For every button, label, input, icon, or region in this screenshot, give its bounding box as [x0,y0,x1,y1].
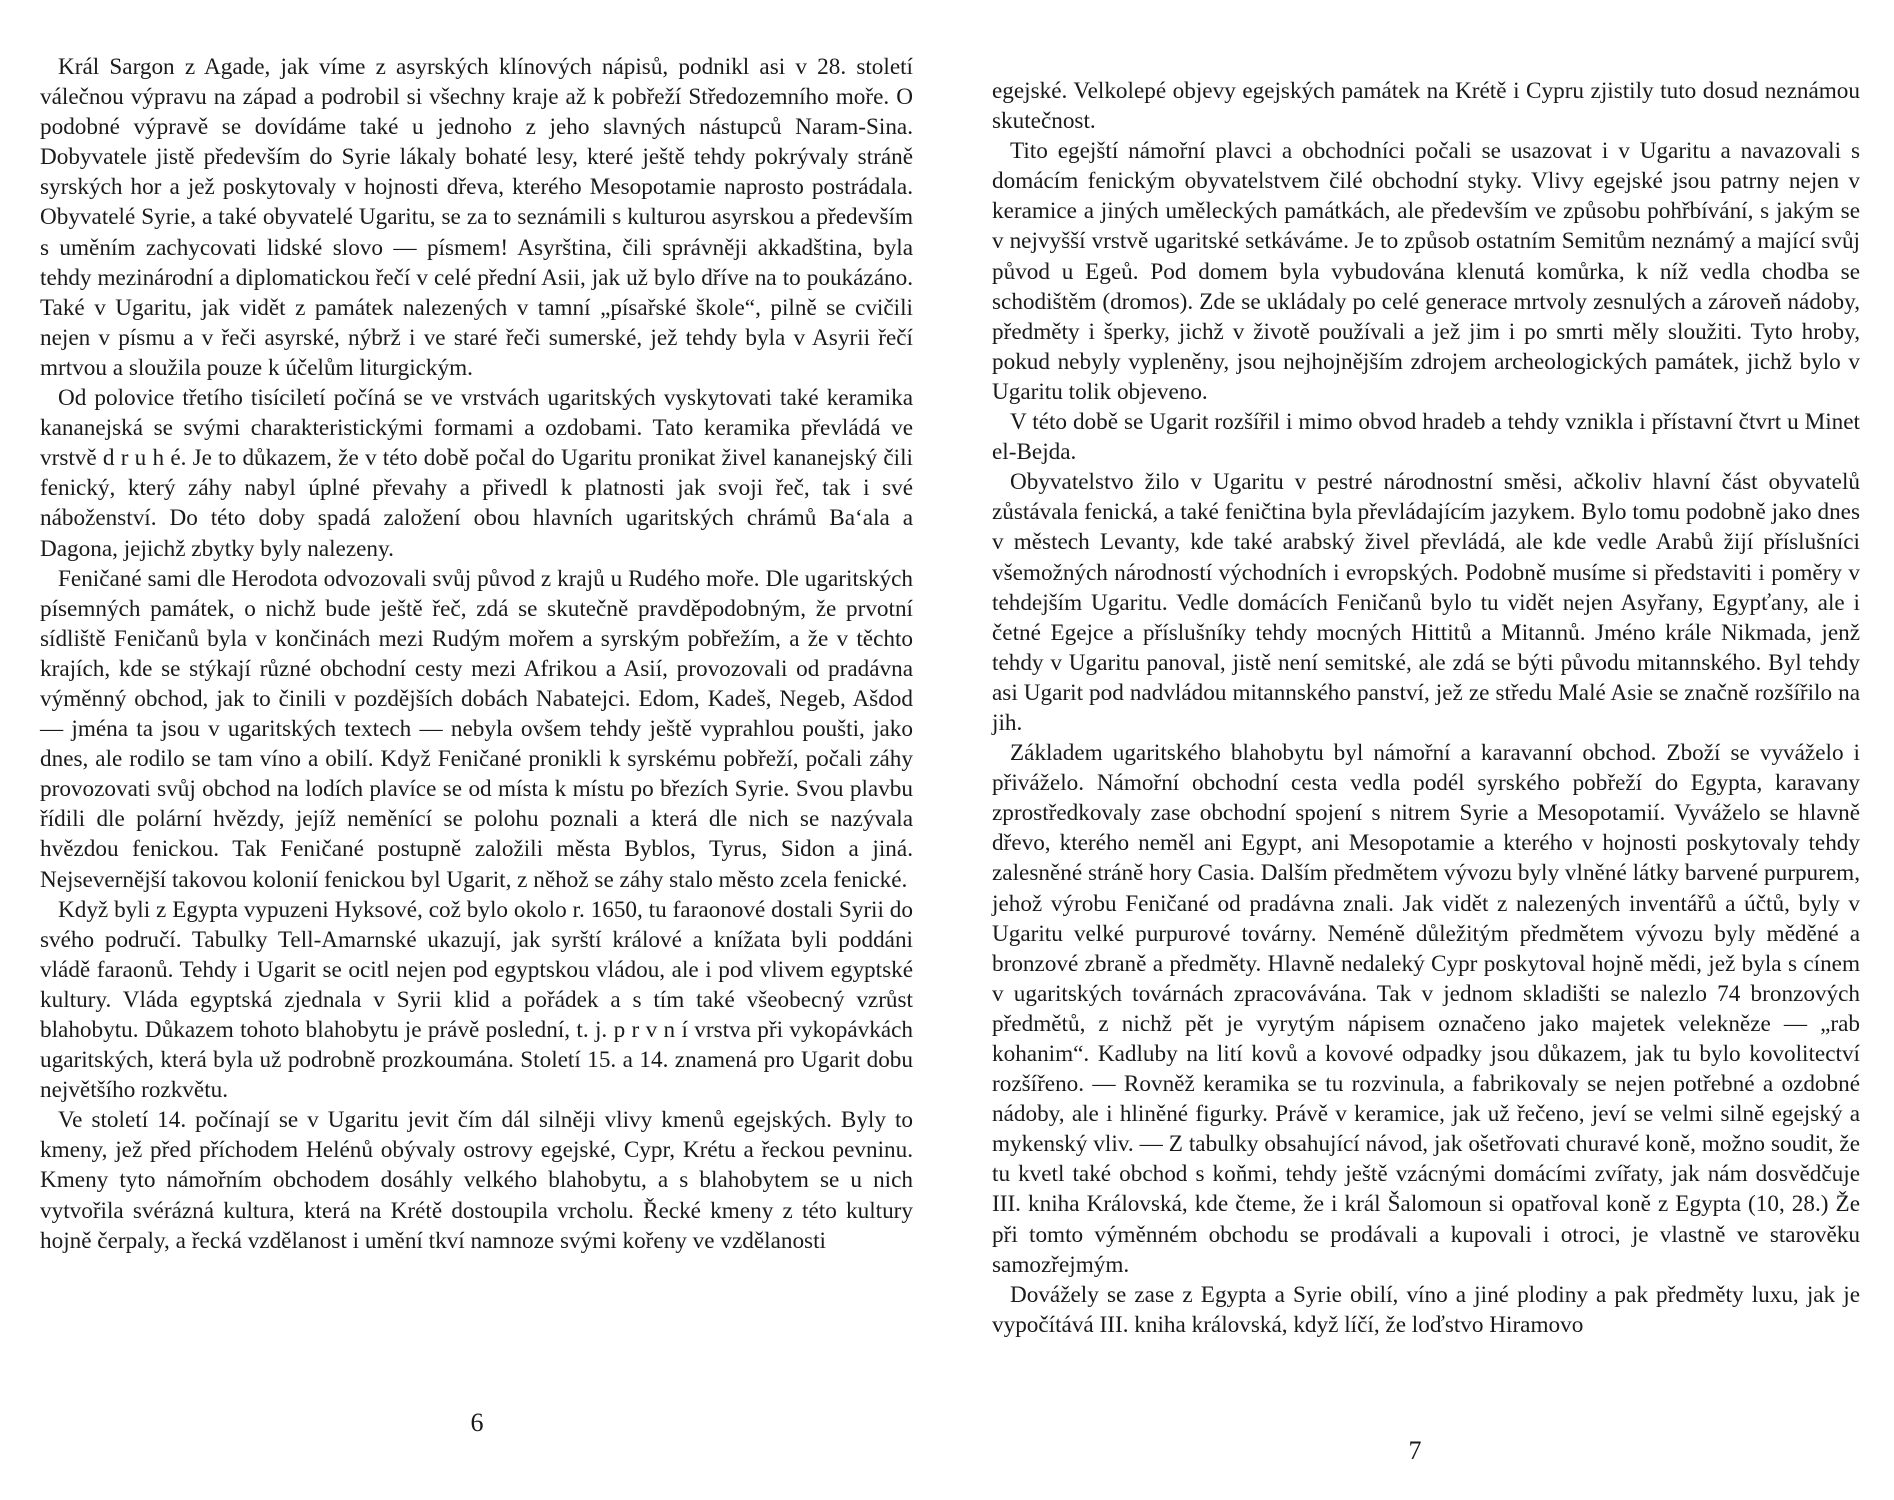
paragraph-text: Tito egejští námořní plavci a obchodníci počali se usazovat i v Ugaritu a navazovali s domácím fenickým obyvatelstvem čilé obchodní styky. Vlivy egejské jsou patrny nejen v keramice a jiných uměleckých památkách, ale především ve způsobu pohřbívání, s jakým se v nejvyšší vrstvě ugaritské setkáváme. Je to způsob ostatním Semitům neznámý a mající svůj původ u Egeů. Pod domem byla vybudována klenutá komůrka, k níž vedla chodba se schodištěm (dromos). Zde se ukládaly po celé generace mrtvoly zesnulých a zároveň nádoby, předměty i šperky, jichž v životě používali a jež jim i po smrti měly sloužiti. Tyto hroby, pokud nebyly vypleněny, jsou nejhojnějším zdrojem archeologických památek, jichž bylo v Ugaritu tolik objeveno. [992,138,1860,405]
paragraph-text: V této době se Ugarit rozšířil i mimo obvod hradeb a tehdy vznikla i přístavní čtvrt u Minet el-Bejda. [992,409,1860,466]
paragraph [992,76,1860,136]
page-number: 6 [470,1408,484,1437]
paragraph [992,738,1860,1280]
paragraph-text: Ve století 14. počínají se v Ugaritu jevit čím dál silněji vlivy kmenů egejských. Byly to kmeny, jež před příchodem Helénů obývaly ostrovy egejské, Cypr, Krétu a řeckou pevninu. Kmeny tyto námořním obchodem dosáhly velkého blahobytu, a s blahobytem se u nich vytvořila svérázná kultura, která na Krétě dostoupila vrcholu. Řecké kmeny z této kultury hojně čerpaly, a řecká vzdělanost i umění tkví namnoze svými kořeny ve vzdělanosti [40,1107,913,1254]
left-page-text [40,52,913,1256]
paragraph [40,1105,913,1255]
right-page [947,0,1894,1500]
paragraph [40,564,913,895]
paragraph-text: Základem ugaritského blahobytu byl námořní a karavanní obchod. Zboží se vyváželo i přiváželo. Námořní obchodní cesta vedla podél syrského pobřeží do Egypta, karavany zprostředkovaly zase obchodní spojení s nitrem Syrie a Mesopotamií. Vyváželo se hlavně dřevo, kterého neměl ani Egypt, ani Mesopotamie a kterého v hojnosti poskytovaly tehdy zalesněné stráně hory Casia. Dalším předmětem vývozu byly vlněné látky barvené purpurem, jehož výrobu Feničané od pradávna znali. Jak vidět z nalezených inventářů a účtů, byly v Ugaritu velké purpurové továrny. Neméně důležitým předmětem vývozu byly měděné a bronzové zbraně a předměty. Hlavně nedaleký Cypr poskytoval hojně mědi, jež byla s cínem v ugaritských továrnách zpracovávána. Tak v jednom skladišti se nalezlo 74 bronzových předmětů, z nichž pět je vyrytým nápisem označeno jako majetek velekněze — „rab kohanim“. Kadluby na lití kovů a kovové odpadky jsou důkazem, jak tu bylo kovolitectví rozšířeno. — Rovněž keramika se tu rozvinula, a fabrikovaly se nejen potřebné a ozdobné nádoby, ale i hliněné figurky. Právě v keramice, jak už řečeno, jeví se velmi silně egejský a mykenský vliv. — Z tabulky obsahující návod, jak ošetřovati churavé koně, možno soudit, že tu kvetl také obchod s koňmi, tehdy ještě vzácnými domácími zvířaty, jak nám dosvědčuje III. kniha Královská, kde čteme, že i král Šalomoun si opatřoval koně z Egypta (10, 28.) Že při tomto výměnném obchodu se prodávali a kupovali i otroci, je vlastně ve starověku samozřejmým. [992,740,1860,1278]
paragraph-text: Feničané sami dle Herodota odvozovali svůj původ z krajů u Rudého moře. Dle ugaritských písemných památek, o nichž bude ještě řeč, zdá se skutečně pravděpodobným, že prvotní sídliště Feničanů byla v končinách mezi Rudým mořem a syrským pobřežím, a že v těchto krajích, kde se stýkají různé obchodní cesty mezi Afrikou a Asií, provozovali od pradávna výměnný obchod, jak to činili v pozdějších dobách Nabatejci. Edom, Kadeš, Negeb, Ašdod — jména ta jsou v ugaritských textech — nebyla ovšem tehdy ještě vyprahlou poušti, jako dnes, ale rodilo se tam víno a obilí. Když Feničané pronikli k syrskému pobřeží, počali záhy provozovati svůj obchod na lodích plavíce se od místa k místu po březích Syrie. Svou plavbu řídili dle polární hvězdy, jejíž neměnící se polohu poznali a která dle nich se nazývala hvězdou fenickou. Tak Feničané postupně založili města Byblos, Tyrus, Sidon a jiná. Nejsevernější takovou kolonií fenickou byl Ugarit, z něhož se záhy stalo město zcela fenické. [40,565,913,893]
paragraph [40,52,913,383]
paragraph-text: Obyvatelstvo žilo v Ugaritu v pestré národnostní směsi, ačkoliv hlavní část obyvatelů zůstávala fenická, a také feničtina byla převládajícím jazykem. Bylo tomu podobně jako dnes v městech Levanty, kde také arabský živel převládá, ale kde vedle Arabů žijí příslušníci všemožných národností východních i evropských. Podobně musíme si představiti i poměry v tehdejším Ugaritu. Vedle domácích Feničanů bylo tu vidět nejen Asyřany, Egypťany, ale i četné Egejce a příslušníky tehdy mocných Hittitů a Mitannů. Jméno krále Nikmada, jenž tehdy v Ugaritu panoval, jistě není semitské, ale zdá se býti původu mitannského. Byl tehdy asi Ugarit pod nadvládou mitannského panství, jež ze středu Malé Asie se značně rozšířilo na jih. [992,469,1860,736]
paragraph [992,467,1860,738]
paragraph [40,383,913,564]
paragraph-text: Od polovice třetího tisíciletí počíná se ve vrstvách ugaritských vyskytovati také keramika kananejská se svými charakteristickými formami a ozdobami. Tato keramika převládá ve vrstvě d r u h é. Je to důkazem, že v této době počal do Ugaritu pronikat živel kananejský čili fenický, který záhy nabyl úplné převahy a přivedl k platnosti jak svoji řeč, tak i své náboženství. Do této doby spadá založení obou hlavních ugaritských chrámů Ba‘ala a Dagona, jejichž zbytky byly nalezeny. [40,385,913,562]
paragraph-text: Dovážely se zase z Egypta a Syrie obilí, víno a jiné plodiny a pak předměty luxu, jak je vypočítává III. kniha královská, když líčí, že loďstvo Hiramovo [992,1281,1860,1338]
paragraph-text: egejské. Velkolepé objevy egejských památek na Krétě i Cypru zjistily tuto dosud neznámou skutečnost. [992,78,1860,135]
paragraph [40,895,913,1106]
paragraph-text: Král Sargon z Agade, jak víme z asyrských klínových nápisů, podnikl asi v 28. století válečnou výpravu na západ a podrobil si všechny kraje až k pobřeží Středozemního moře. O podobné výpravě se dovídáme také u jednoho z jeho slavných nástupců Naram-Sina. Dobyvatele jistě především do Syrie lákaly bohaté lesy, které ještě tehdy pokrývaly stráně syrských hor a jež poskytovaly v hojnosti dřeva, kterého Mesopotamie naprosto postrádala. Obyvatelé Syrie, a také obyvatelé Ugaritu, se za to seznámili s kulturou asyrskou a především s uměním zachycovati lidské slovo — písmem! Asyrština, čili správněji akkadština, byla tehdy mezinárodní a diplomatickou řečí v celé přední Asii, jak už bylo dříve na to poukázáno. Také v Ugaritu, jak vidět z památek nalezených v tamní „písařské škole“, pilně se cvičili nejen v písmu a v řeči asyrské, nýbrž i ve staré řeči sumerské, jež tehdy byla v Asyrii řečí mrtvou a sloužila pouze k účelům liturgickým. [40,54,913,381]
paragraph [992,407,1860,467]
page-number: 7 [1408,1436,1422,1465]
right-page-text [992,76,1860,1340]
paragraph-text: Když byli z Egypta vypuzeni Hyksové, což bylo okolo r. 1650, tu faraonové dostali Syrii do svého područí. Tabulky Tell-Amarnské ukazují, jak syrští králové a knížata byli poddáni vládě faraonů. Tehdy i Ugarit se ocitl nejen pod egyptskou vládou, ale i pod vlivem egyptské kultury. Vláda egyptská zjednala v Syrii klid a pořádek a s tím také všeobecný vzrůst blahobytu. Důkazem tohoto blahobytu je právě poslední, t. j. p r v n í vrstva při vykopávkách ugaritských, která byla už podrobně prozkoumána. Století 15. a 14. znamená pro Ugarit dobu největšího rozkvětu. [40,896,913,1104]
paragraph [992,1280,1860,1340]
paragraph [992,136,1860,407]
